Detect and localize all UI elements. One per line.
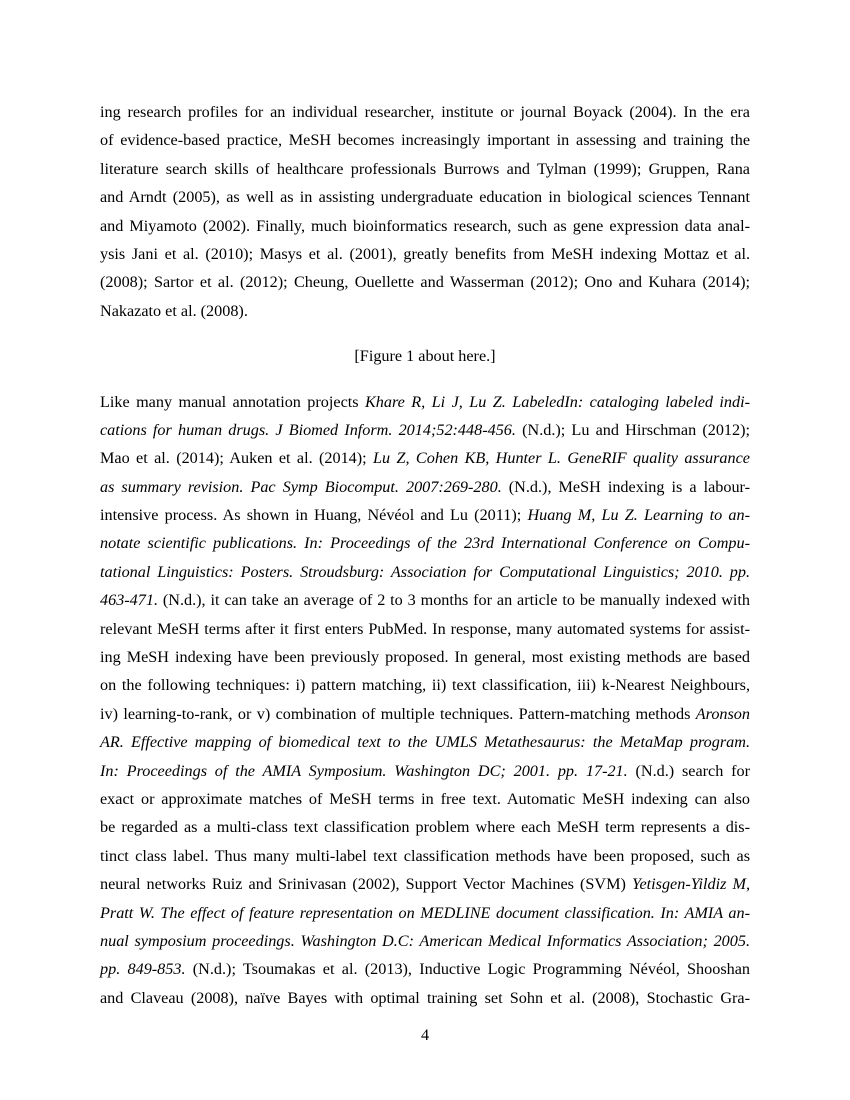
text-line: [100, 615, 750, 643]
inline-citation: 463-471.: [100, 591, 158, 610]
text-line: [100, 558, 750, 586]
inline-citation: pp. 849-853.: [100, 960, 186, 979]
body-text: iv) learning-to-rank, or v) combination of multiple techniques. Pattern-matching methods: [100, 704, 696, 723]
text-line: [100, 126, 750, 154]
body-text: be regarded as a multi-class text classification problem where each MeSH term represents a dis-: [100, 818, 750, 837]
body-text: Like many manual annotation projects: [100, 392, 365, 411]
body-text: (N.d.), it can take an average of 2 to 3 months for an article to be manually indexed with: [158, 591, 750, 610]
text-line: [100, 155, 750, 183]
inline-citation: Pratt W. The effect of feature representation on MEDLINE document classification. In: AMIA an-: [100, 903, 750, 922]
text-line: [100, 955, 750, 983]
body-text: of evidence-based practice, MeSH becomes increasingly important in assessing and training the: [100, 131, 750, 150]
inline-citation: In: Proceedings of the AMIA Symposium. Washington DC; 2001. pp. 17-21.: [100, 761, 628, 780]
text-line: [100, 388, 750, 416]
inline-citation: tational Linguistics: Posters. Stroudsburg: Association for Computational Linguistics; 2010. pp.: [100, 562, 750, 581]
body-text: (2008); Sartor et al. (2012); Cheung, Ouellette and Wasserman (2012); Ono and Kuhara (2014);: [100, 273, 750, 292]
text-line: [100, 98, 750, 126]
inline-citation: Aronson: [695, 704, 750, 723]
body-text: ysis Jani et al. (2010); Masys et al. (2001), greatly benefits from MeSH indexing Mottaz et al.: [100, 244, 750, 263]
body-text: Mao et al. (2014); Auken et al. (2014);: [100, 449, 374, 468]
text-line: [100, 842, 750, 870]
paragraph-mesh-indexing-methods: [100, 388, 750, 1013]
body-text: (N.d.); Lu and Hirschman (2012);: [515, 420, 750, 439]
paragraph-mesh-applications: [100, 98, 750, 325]
inline-citation: Lu Z, Cohen KB, Hunter L. GeneRIF quality assurance: [373, 449, 750, 468]
text-line: [100, 212, 750, 240]
text-line: [100, 728, 750, 756]
text-line: [100, 643, 750, 671]
body-text: tinct class label. Thus many multi-label text classification methods have been proposed, such as: [100, 846, 750, 865]
text-line: [100, 870, 750, 898]
body-text: (N.d.), MeSH indexing is a labour-: [501, 477, 751, 496]
text-line: [100, 501, 750, 529]
text-line: [100, 473, 750, 501]
text-line: [100, 240, 750, 268]
inline-citation: cations for human drugs. J Biomed Inform. 2014;52:448-456.: [100, 420, 516, 439]
text-line: [100, 586, 750, 614]
page-body: [100, 98, 750, 1012]
body-text: ing research profiles for an individual researcher, institute or journal Boyack (2004). In the era: [100, 103, 750, 121]
text-line: [100, 444, 750, 472]
body-text: and Arndt (2005), as well as in assisting undergraduate education in biological sciences Tennant: [100, 188, 750, 207]
body-text: and Claveau (2008), naïve Bayes with optimal training set Sohn et al. (2008), Stochastic Gra-: [100, 988, 750, 1007]
inline-citation: notate scientific publications. In: Proceedings of the 23rd International Conference on Compu-: [100, 534, 750, 553]
page-number: 4: [420, 1026, 430, 1044]
inline-citation: AR. Effective mapping of biomedical text to the UMLS Metathesaurus: the MetaMap program.: [100, 733, 750, 752]
text-line: [100, 700, 750, 728]
body-text: literature search skills of healthcare professionals Burrows and Tylman (1999); Gruppen, Rana: [100, 159, 750, 178]
text-line: [100, 183, 750, 211]
body-text: intensive process. As shown in Huang, Névéol and Lu (2011);: [100, 506, 528, 525]
text-line: [100, 671, 750, 699]
text-line: [100, 899, 750, 927]
text-line: [100, 785, 750, 813]
text-line: [100, 984, 750, 1012]
inline-citation: as summary revision. Pac Symp Biocomput. 2007:269-280.: [100, 477, 502, 496]
body-text: Nakazato et al. (2008).: [100, 301, 248, 320]
body-text: (N.d.); Tsoumakas et al. (2013), Inductive Logic Programming Névéol, Shooshan: [185, 960, 751, 979]
body-text: ing MeSH indexing have been previously proposed. In general, most existing methods are based: [100, 648, 750, 667]
body-text: on the following techniques: i) pattern matching, ii) text classification, iii) k-Nearest Neighbours,: [100, 676, 750, 695]
text-line: [100, 927, 750, 955]
text-line: [100, 268, 750, 296]
body-text: (N.d.) search for: [627, 761, 751, 780]
inline-citation: nual symposium proceedings. Washington D.C: American Medical Informatics Association; 2005.: [100, 931, 750, 950]
inline-citation: Khare R, Li J, Lu Z. LabeledIn: cataloging labeled indi-: [364, 392, 750, 411]
text-line: [100, 416, 750, 444]
figure-placeholder: [Figure 1 about here.]: [354, 347, 496, 366]
inline-citation: Yetisgen-Yildiz M,: [631, 875, 750, 894]
text-line: [100, 813, 750, 841]
text-line: [100, 529, 750, 557]
text-line: [100, 757, 750, 785]
text-line: [100, 297, 750, 325]
body-text: neural networks Ruiz and Srinivasan (2002), Support Vector Machines (SVM): [100, 875, 632, 894]
body-text: relevant MeSH terms after it first enters PubMed. In response, many automated systems for assist-: [100, 619, 750, 638]
inline-citation: Huang M, Lu Z. Learning to an-: [527, 506, 750, 525]
body-text: and Miyamoto (2002). Finally, much bioinformatics research, such as gene expression data anal-: [100, 216, 750, 235]
body-text: exact or approximate matches of MeSH terms in free text. Automatic MeSH indexing can also: [100, 789, 750, 808]
